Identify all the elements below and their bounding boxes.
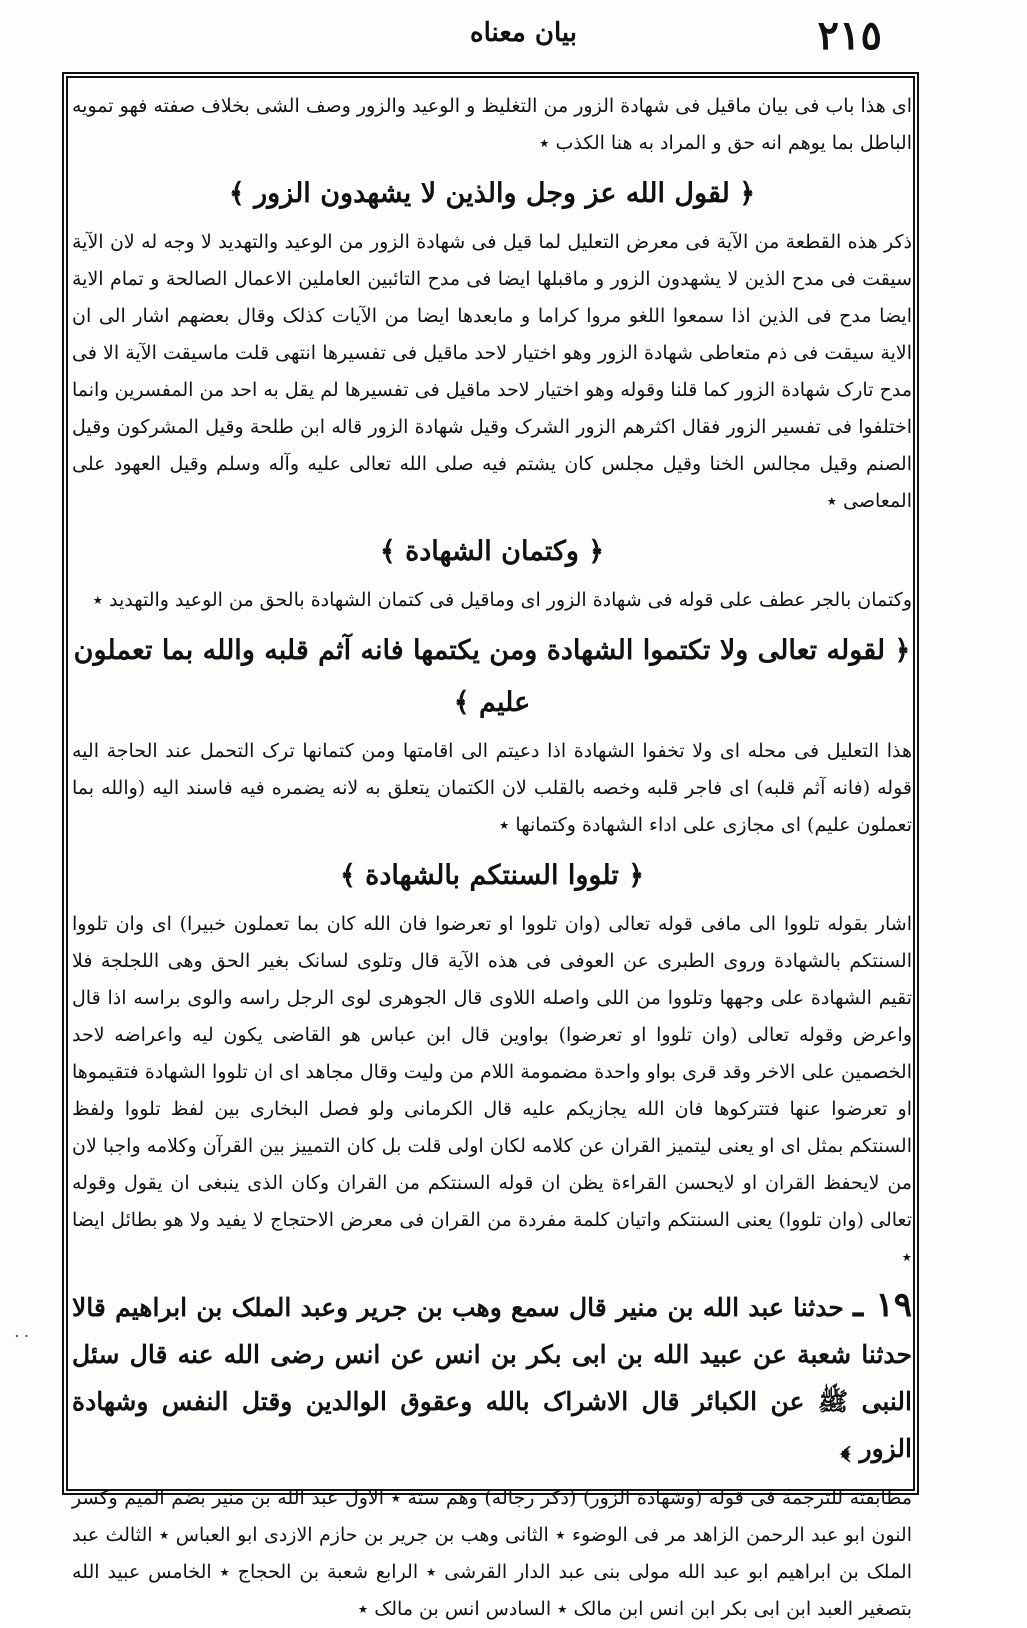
narrators-paragraph: مطابقته للترجمة فی قوله (وشهادة الزور) (ذکر رجاله) وهم ستة ٭ الاول عبد الله بن منیر بضم المیم وکسر النون ابو عبد الرحمن الزاهد مر فی الوضوء ٭ الثانی وهب بن جریر بن حازم الازدی ابو العباس ٭ الثالث عبد الملک بن ابراهیم ابو عبد الله مولی بنی عبد الدار القرشی ٭ الرابع شعبة بن الحجاج ٭ الخامس عبید الله بتصغیر العبد ابن ابی بکر ابن انس ابن مالک ٭ السادس انس بن مالک ٭	[72, 1487, 912, 1620]
page-header	[60, 8, 987, 68]
hadith-body: حدثنا عبد الله بن منیر قال سمع وهب بن جریر وعبد الملک بن ابراهیم قالا حدثنا شعبة عن عبید الله بن ابی بکر بن انس عن انس رضی الله عنه قال سئل النبی ﷺ عن الکبائر قال الاشراک بالله وعقوق الوالدین وقتل النفس وشهادة الزور ﴾	[72, 1293, 912, 1463]
intro-paragraph: ای هذا باب فی بیان ماقیل فی شهادة الزور من التغلیظ و الوعید والزور وصف الشی بخلاف صفته فهو تمویه الباطل بما یوهم انه حق و المراد به هنا الکذب ٭	[72, 95, 912, 154]
hadith-text	[72, 1282, 912, 1472]
page-body	[72, 88, 912, 1620]
verse-heading: ﴿ لقوله تعالی ولا تکتموا الشهادة ومن یکتمها فانه آثم قلبه والله بما تعملون علیم ﴾	[73, 635, 911, 718]
hadith-number: ١٩ ـ	[853, 1285, 912, 1325]
running-head: بیان معناه	[469, 18, 577, 48]
commentary-paragraph: وکتمان بالجر عطف علی قوله فی شهادة الزور ای وماقیل فی کتمان الشهادة بالحق من الوعید والتهدید ٭	[92, 589, 912, 611]
chapter-heading: ﴿ لقول الله عز وجل والذین لا یشهدون الزور ﴾	[228, 178, 756, 209]
commentary-paragraph: هذا التعلیل فی محله ای ولا تخفوا الشهادة اذا دعیتم الی اقامتها ومن کتمانها ترک التحمل عند الحاجة الیه قوله (فانه آثم قلبه) ای فاجر قلبه وخصه بالقلب لان الکتمان یتعلق به لانه یضمره فیه فاسند الیه (والله بما تعملون علیم) ای مجازی علی اداء الشهادة وکتمانها ٭	[72, 740, 912, 836]
commentary-paragraph: اشار بقوله تلووا الی مافی قوله تعالی (وان تلووا او تعرضوا فان الله کان بما تعملون خبیرا) ای وان تلووا السنتکم بالشهادة وروی الطبری عن العوفی فی هذه الآیة قال وتلوی لسانک بغیر الحق وهی اللجلجة فلا تقیم الشهادة علی وجهها وتلووا من اللی واصله اللاوی قال الجوهری لوی الرجل راسه والوی براسه اذا قال واعرض وقوله تعالی (وان تلووا او تعرضوا) بواوین قال ابن عباس هو القاضی یکون لیه واعراضه لاحد الخصمین علی الاخر وقد قری بواو واحدة مضمومة اللام من ولیت وقال مجاهد ای ان تلووا الشهادة فتقیموها او تعرضوا عنها فتترکوها فان الله یجازیکم علیه قال الکرمانی ولو فصل البخاری بین لفظ تلووا ولفظ السنتکم بمثل ای او یعنی لیتمیز القران عن کلامه لکان اولی قلت بل کان التمییز بین القرآن وکلامه واجبا لان من لایحفظ القران او لایحسن القراءة یظن ان قوله السنتکم من القران وکان الذی ینبغی ان یقول وقوله تعالی (وان تلووا) یعنی السنتکم واتیان کلمة مفردة من القران فی معرض الاحتجاج لا یفید ولا هو بطائل ایضا ٭	[72, 913, 912, 1268]
margin-note: ۰۰	[12, 1325, 32, 1346]
commentary-paragraph: ذکر هذه القطعة من الآیة فی معرض التعلیل لما قیل فی شهادة الزور من الوعید والتهدید لا وجه له لان الآیة سیقت فی مدح الذین لا یشهدون الزور و ماقبلها ایضا فی مدح التائبین العاملین الاعمال الصالحة و تمام الایة ایضا مدح فی الذین اذا سمعوا اللغو مروا کراما و مابعدها ایضا من الآیات کذلک وقال بعضهم اشار الی ان الایة سیقت فی ذم متعاطی شهادة الزور وهو اختیار لاحد ماقیل فی تفسیرها انتهی قلت ماسیقت الآیة الا فی مدح تارک شهادة الزور کما قلنا وقوله وهو اختیار لاحد ماقیل فی تفسیرها لم یقل به احد من المفسرین وانما اختلفوا فی تفسیر الزور فقال اکثرهم الزور الشرک وقیل شهادة الزور قاله ابن طلحة وقیل المشرکون وقیل الصنم وقیل مجالس الخنا وقیل مجلس کان یشتم فیه صلی الله تعالی علیه وآله وسلم وقیل العهود علی المعاصی ٭	[72, 231, 912, 512]
chapter-heading: ﴿ تلووا السنتکم بالشهادة ﴾	[339, 860, 645, 891]
page-number: ٢١٥	[817, 12, 882, 59]
chapter-heading: ﴿ وکتمان الشهادة ﴾	[379, 536, 605, 567]
